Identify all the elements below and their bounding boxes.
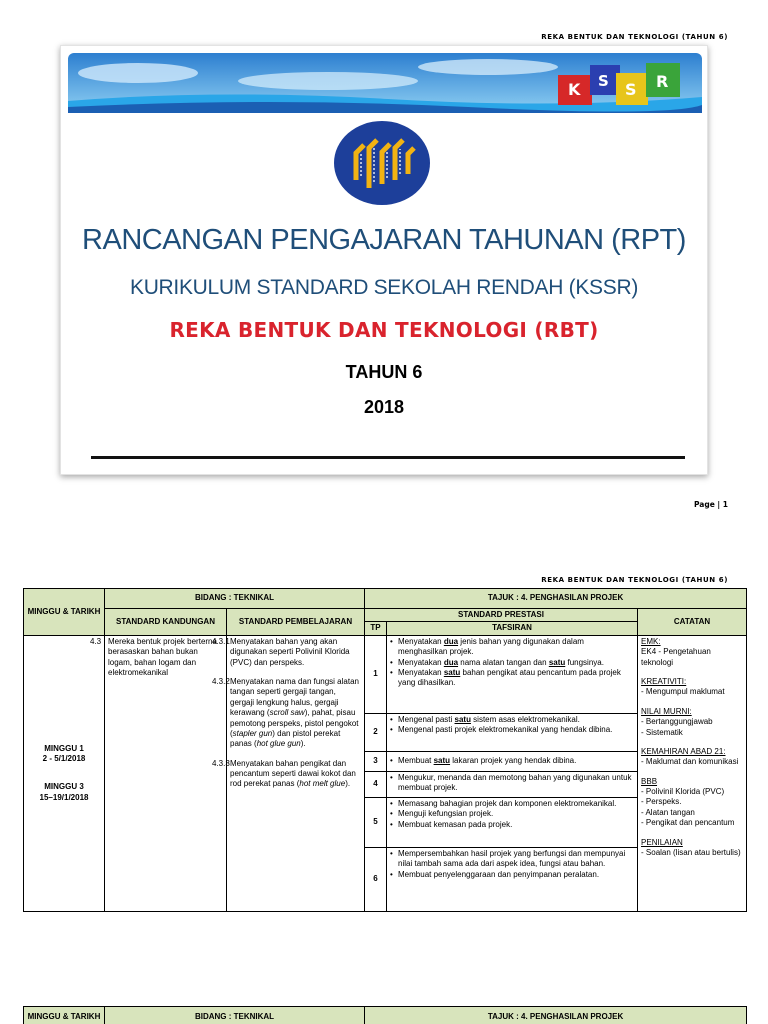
sp-number: 4.3.2 bbox=[212, 676, 230, 686]
standard-pembelajaran-cell bbox=[212, 635, 365, 911]
tafsiran-item: • Membuat satu lakaran projek yang hendak dibina. bbox=[390, 756, 634, 766]
tafsiran-item: • Menyatakan dua nama alatan tangan dan satu fungsinya. bbox=[390, 658, 634, 668]
tafsiran-item: • Mempersembahkan hasil projek yang berfungsi dan mempunyai nilai tambah sama ada dari aspek idea, fungsi atau bahan. bbox=[390, 849, 634, 870]
catatan-line: - Perspeks. bbox=[641, 797, 682, 807]
tafsiran-cell bbox=[387, 635, 638, 713]
cover-banner bbox=[68, 53, 702, 113]
standard-kandungan-cell bbox=[90, 635, 227, 911]
minggu-cell bbox=[24, 635, 105, 911]
sp-italic-term: scroll saw bbox=[269, 708, 305, 718]
rpt-table-next bbox=[23, 1006, 747, 1024]
tafsiran-item: • Menyatakan satu bahan pengikat atau pencantum pada projek yang dihasilkan. bbox=[390, 668, 634, 689]
sp-text: Menyatakan bahan yang akan digunakan seperti Polivinil Klorida (PVC) dan perspeks. bbox=[230, 636, 350, 667]
subject-title: REKA BENTUK DAN TEKNOLOGI (RBT) bbox=[169, 318, 599, 342]
header-standard-prestasi: STANDARD PRESTASI bbox=[365, 609, 638, 622]
sp-text: ) dan pistol perekat panas ( bbox=[230, 728, 341, 749]
tafsiran-item: • Mengenal pasti satu sistem asas elektromekanikal. bbox=[390, 715, 634, 725]
catatan-line: - Soalan (lisan atau bertulis) bbox=[641, 848, 741, 858]
tafsiran-item: • Memasang bahagian projek dan komponen elektromekanikal. bbox=[390, 799, 634, 809]
tp-number: 6 bbox=[365, 847, 387, 911]
tp-number: 1 bbox=[365, 635, 387, 713]
sp-number: 4.3.3 bbox=[212, 758, 230, 768]
banner-block-s1: S bbox=[598, 72, 609, 90]
sk-text: Mereka bentuk projek berterna berasaskan bahan bukan logam, bahan logam dan elektromekanikal bbox=[108, 636, 217, 677]
banner-block-k: K bbox=[568, 80, 581, 99]
catatan-heading: KREATIVITI: bbox=[641, 676, 687, 686]
catatan-line: - Pengikat dan pencantum bbox=[641, 818, 735, 828]
sp-text: Menyatakan bahan pengikat dan pencantum seperti dawai kokot dan rod perekat panas ( bbox=[230, 758, 356, 789]
sp-text: Menyatakan nama dan fungsi alatan tangan seperti gergaji tangan, gergaji lengkung halus, gergaji kerawang ( bbox=[230, 676, 359, 718]
header-bidang: BIDANG : TEKNIKAL bbox=[105, 589, 365, 609]
year-label: TAHUN 6 bbox=[345, 362, 423, 382]
catatan-heading: BBB bbox=[641, 776, 658, 786]
document-title: RANCANGAN PENGAJARAN TAHUNAN (RPT) bbox=[82, 224, 686, 256]
sp-italic-term: stapler gun bbox=[232, 728, 273, 738]
sp-number: 4.3.1 bbox=[212, 636, 230, 646]
header-catatan: CATATAN bbox=[638, 609, 747, 636]
catatan-line: - Alatan tangan bbox=[641, 807, 695, 817]
tarikh-1: 2 - 5/1/2018 bbox=[42, 753, 86, 763]
tp-number: 3 bbox=[365, 751, 387, 771]
header-minggu-tarikh: MINGGU & TARIKH bbox=[24, 589, 105, 636]
catatan-line: - Mengumpul maklumat bbox=[641, 687, 725, 697]
header-tafsiran: TAFSIRAN bbox=[387, 622, 638, 635]
header-bidang: BIDANG : TEKNIKAL bbox=[105, 1007, 365, 1024]
tp-number: 4 bbox=[365, 771, 387, 797]
sp-text: ). bbox=[345, 779, 351, 789]
banner-block-r: R bbox=[656, 72, 669, 91]
sp-text: ), pahat, pisau pemotong perspeks, pistol pengokot ( bbox=[230, 708, 359, 738]
tafsiran-item: • Mengenal pasti projek elektromekanikal yang hendak dibina. bbox=[390, 725, 634, 735]
catatan-line: - Bertanggungjawab bbox=[641, 717, 713, 727]
tp-number: 2 bbox=[365, 713, 387, 751]
catatan-heading: PENILAIAN bbox=[641, 837, 683, 847]
tafsiran-item: • Membuat kemasan pada projek. bbox=[390, 820, 634, 830]
ministry-logo bbox=[331, 118, 433, 208]
tafsiran-item: • Membuat penyelenggaraan dan penyimpanan peralatan. bbox=[390, 870, 634, 880]
sp-4-3-3 bbox=[212, 758, 361, 790]
catatan-line: - Polivinil Klorida (PVC) bbox=[641, 787, 725, 797]
catatan-line: EK4 - Pengetahuan teknologi bbox=[641, 647, 711, 667]
catatan-heading: EMK: bbox=[641, 636, 661, 646]
header-standard-pembelajaran: STANDARD PEMBELAJARAN bbox=[227, 609, 365, 636]
tafsiran-cell bbox=[387, 797, 638, 847]
header-tajuk: TAJUK : 4. PENGHASILAN PROJEK bbox=[365, 1007, 747, 1024]
banner-block-s2: S bbox=[625, 80, 637, 99]
cover-page bbox=[60, 45, 708, 475]
page-number: Page | 1 bbox=[694, 500, 728, 509]
minggu-3: MINGGU 3 bbox=[44, 782, 84, 792]
header-standard-kandungan: STANDARD KANDUNGAN bbox=[105, 609, 227, 636]
tafsiran-cell bbox=[387, 713, 638, 751]
tafsiran-cell bbox=[387, 771, 638, 797]
sp-italic-term: hot glue gun bbox=[256, 739, 301, 749]
minggu-1: MINGGU 1 bbox=[44, 743, 84, 753]
tp-number: 5 bbox=[365, 797, 387, 847]
cover-divider bbox=[91, 456, 685, 459]
sp-4-3-2 bbox=[212, 676, 361, 750]
sk-number: 4.3 bbox=[90, 636, 102, 646]
date-label: 2018 bbox=[363, 397, 405, 417]
tafsiran-item: • Menyatakan dua jenis bahan yang digunakan dalam menghasilkan projek. bbox=[390, 637, 634, 658]
header-tajuk: TAJUK : 4. PENGHASILAN PROJEK bbox=[365, 589, 747, 609]
header-minggu-tarikh: MINGGU & TARIKH bbox=[24, 1007, 105, 1024]
rpt-table bbox=[23, 588, 747, 912]
tafsiran-item: • Menguji kefungsian projek. bbox=[390, 809, 634, 819]
sp-4-3-1 bbox=[212, 636, 361, 668]
tafsiran-cell bbox=[387, 751, 638, 771]
page-header: REKA BENTUK DAN TEKNOLOGI (TAHUN 6) bbox=[541, 576, 728, 584]
sp-text: ). bbox=[300, 739, 306, 749]
sp-italic-term: hot melt glue bbox=[299, 779, 346, 789]
tafsiran-item: • Mengukur, menanda dan memotong bahan yang digunakan untuk membuat projek. bbox=[390, 773, 634, 794]
catatan-cell bbox=[638, 635, 747, 911]
catatan-heading: KEMAHIRAN ABAD 21: bbox=[641, 746, 726, 756]
tafsiran-cell bbox=[387, 847, 638, 911]
curriculum-subtitle: KURIKULUM STANDARD SEKOLAH RENDAH (KSSR) bbox=[129, 276, 639, 299]
header-tp: TP bbox=[365, 622, 387, 635]
catatan-line: - Sistematik bbox=[641, 727, 683, 737]
catatan-line: - Maklumat dan komunikasi bbox=[641, 757, 739, 767]
catatan-heading: NILAI MURNI: bbox=[641, 706, 692, 716]
tarikh-3: 15–19/1/2018 bbox=[39, 792, 89, 802]
page-header: REKA BENTUK DAN TEKNOLOGI (TAHUN 6) bbox=[541, 33, 728, 41]
